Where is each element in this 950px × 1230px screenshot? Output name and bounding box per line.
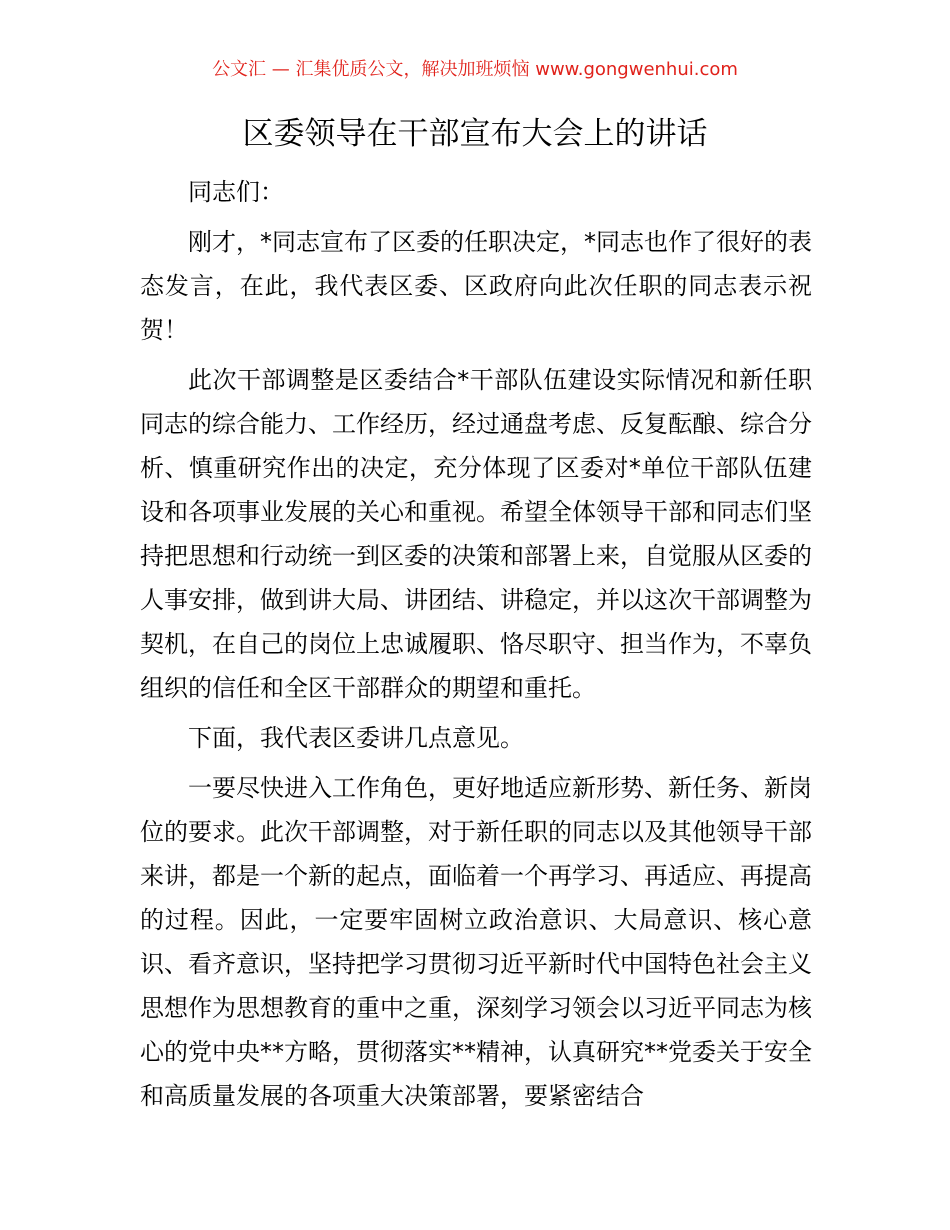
body-paragraph: 此次干部调整是区委结合*干部队伍建设实际情况和新任职同志的综合能力、工作经历，经过通盘考虑、反复酝酿、综合分析、慎重研究作出的决定，充分体现了区委对*单位干部队伍建设和各项事业发展的关心和重视。希望全体领导干部和同志们坚持把思想和行动统一到区委的决策和部署上来，自觉服从区委的人事安排，做到讲大局、讲团结、讲稳定，并以这次干部调整为契机，在自己的岗位上忠诚履职、恪尽职守、担当作为，不辜负组织的信任和全区干部群众的期望和重托。 [140,366,812,702]
body-paragraph: 一要尽快进入工作角色，更好地适应新形势、新任务、新岗位的要求。此次干部调整，对于新任职的同志以及其他领导干部来讲，都是一个新的起点，面临着一个再学习、再适应、再提高的过程。因此，一定要牢固树立政治意识、大局意识、核心意识、看齐意识，坚持把学习贯彻习近平新时代中国特色社会主义思想作为思想教育的重中之重，深刻学习领会以习近平同志为核心的党中央**方略，贯彻落实**精神，认真研究**党委关于安全和高质量发展的各项重大决策部署，要紧密结合 [140,774,812,1110]
site-banner: 公文汇 — 汇集优质公文，解决加班烦恼 www.gongwenhui.com [212,59,738,80]
body-paragraph: 刚才，*同志宣布了区委的任职决定，*同志也作了很好的表态发言，在此，我代表区委、区政府向此次任职的同志表示祝贺！ [140,228,812,344]
body-paragraph: 下面，我代表区委讲几点意见。 [188,724,524,752]
salutation-paragraph: 同志们： [188,178,284,206]
document-title: 区委领导在干部宣布大会上的讲话 [242,116,708,152]
document-body [140,170,812,1118]
